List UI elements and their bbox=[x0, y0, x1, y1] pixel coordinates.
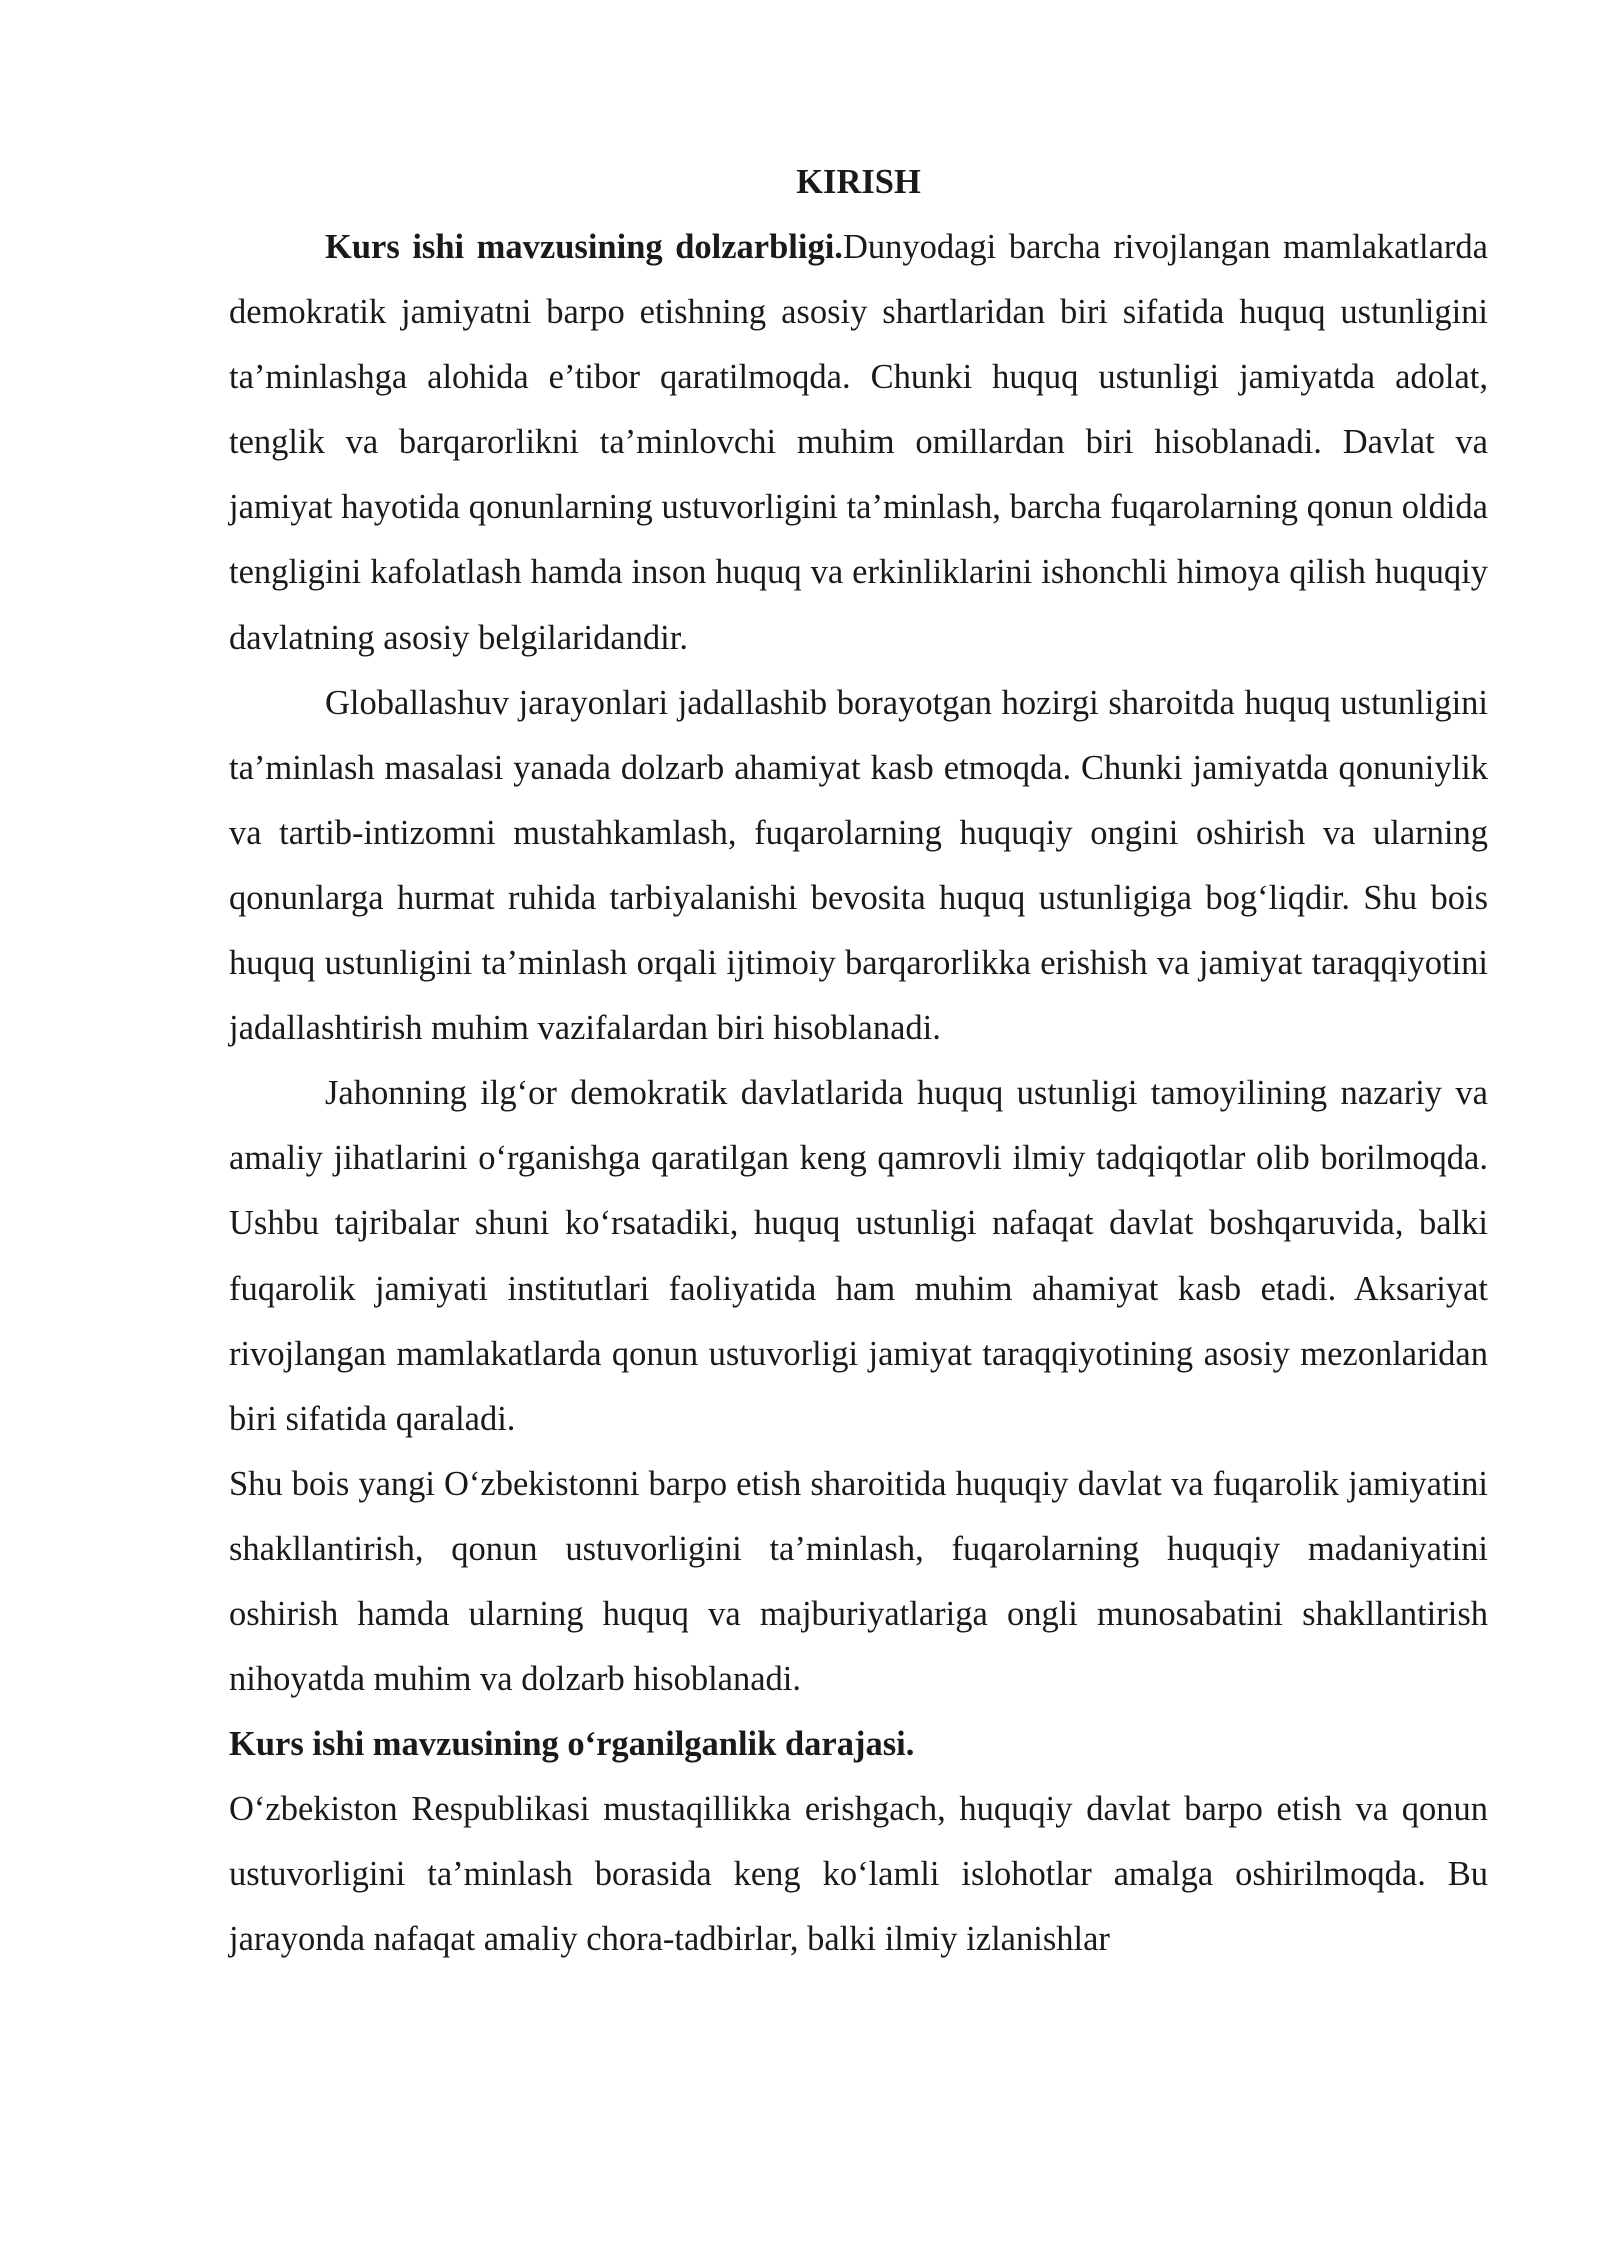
paragraph-globalization: Globallashuv jarayonlari jadallashib borayotgan hozirgi sharoitda huquq ustunligini ta’minlash masalasi yanada dolzarb ahamiyat kasb etmoqda. Chunki jamiyatda qonuniylik va tartib-intizomni mustahkamlash, fuqarolarning huquqiy ongini oshirish va ularning qonunlarga hurmat ruhida tarbiyalanishi bevosita huquq ustunligiga bog‘liqdir. Shu bois huquq ustunligini ta’minlash orqali ijtimoiy barqarorlikka erishish va jamiyat taraqqiyotini jadallashtirish muhim vazifalardan biri hisoblanadi. bbox=[229, 683, 1488, 1048]
section-subheading: Kurs ishi mavzusining o‘rganilganlik darajasi. bbox=[229, 1725, 915, 1764]
document-body bbox=[229, 150, 1488, 1973]
paragraph-study-level: O‘zbekiston Respublikasi mustaqillikka erishgach, huquqiy davlat barpo etish va qonun ustuvorligini ta’minlash borasida keng ko‘lamli islohotlar amalga oshirilmoqda. Bu jarayonda nafaqat amaliy chora-tadbirlar, balki ilmiy izlanishlar bbox=[229, 1790, 1488, 1959]
paragraph-text: Dunyodagi barcha rivojlangan mamlakatlarda demokratik jamiyatni barpo etishning asosiy shartlaridan biri sifatida huquq ustunligini ta’minlashga alohida e’tibor qaratilmoqda. Chunki huquq ustunligi jamiyatda adolat, tenglik va barqarorlikni ta’minlovchi muhim omillardan biri hisoblanadi. Davlat va jamiyat hayotida qonunlarning ustuvorligini ta’minlash, barcha fuqarolarning qonun oldida tengligini kafolatlash hamda inson huquq va erkinliklarini ishonchli himoya qilish huquqiy davlatning asosiy belgilaridandir. bbox=[229, 228, 1488, 657]
page-title: KIRISH bbox=[796, 163, 921, 201]
paragraph-relevance bbox=[229, 215, 1488, 671]
paragraph-lead: Kurs ishi mavzusining dolzarbligi. bbox=[325, 228, 843, 266]
paragraph-world-experience: Jahonning ilg‘or demokratik davlatlarida huquq ustunligi tamoyilining nazariy va amaliy jihatlarini o‘rganishga qaratilgan keng qamrovli ilmiy tadqiqotlar olib borilmoqda. Ushbu tajribalar shuni ko‘rsatadiki, huquq ustunligi nafaqat davlat boshqaruvida, balki fuqarolik jamiyati institutlari faoliyatida ham muhim ahamiyat kasb etadi. Aksariyat rivojlangan mamlakatlarda qonun ustuvorligi jamiyat taraqqiyotining asosiy mezonlaridan biri sifatida qaraladi. bbox=[229, 1074, 1488, 1438]
paragraph-new-uzbekistan: Shu bois yangi O‘zbekistonni barpo etish sharoitida huquqiy davlat va fuqarolik jamiyatini shakllantirish, qonun ustuvorligini ta’minlash, fuqarolarning huquqiy madaniyatini oshirish hamda ularning huquq va majburiyatlariga ongli munosabatini shakllantirish nihoyatda muhim va dolzarb hisoblanadi. bbox=[229, 1464, 1488, 1699]
